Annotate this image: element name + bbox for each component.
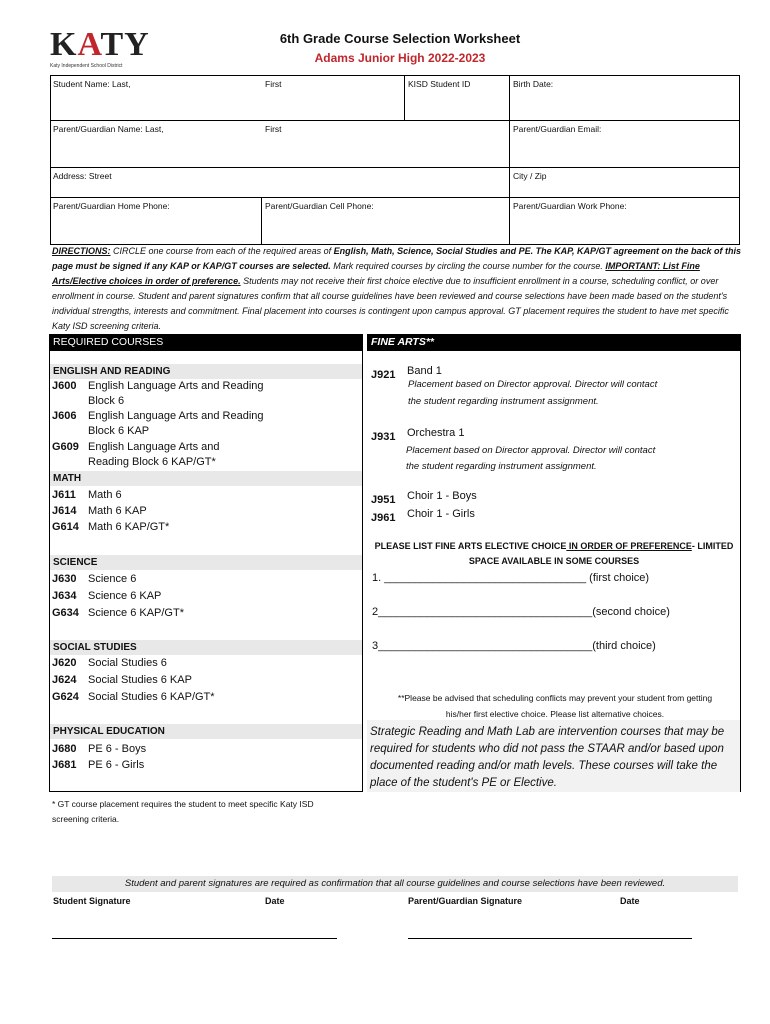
directions-text [52, 244, 742, 334]
katy-isd-logo [50, 26, 150, 70]
course-item[interactable] [52, 440, 220, 455]
course-item[interactable] [52, 673, 192, 688]
guardian-email-field[interactable]: Parent/Guardian Email: [513, 124, 602, 134]
course-code: G614 [52, 521, 79, 533]
course-code: J951 [371, 494, 396, 506]
english-section-title: ENGLISH AND READING [50, 364, 362, 379]
course-name: Math 6 [88, 489, 122, 501]
science-section-title: SCIENCE [50, 555, 362, 570]
course-code: J611 [52, 489, 76, 501]
course-code: G624 [52, 691, 79, 703]
orchestra-note: Placement based on Director approval. Director will contact [406, 445, 656, 456]
heading-part: SPACE AVAILABLE IN SOME COURSES [468, 556, 640, 566]
directions-bold: English, Math, Science, Social Studies and PE. The KAP, KAP/GT agreement on the back of this page must be signed if any KAP or KAP/GT courses are selected. [52, 246, 742, 271]
course-item[interactable] [52, 742, 146, 757]
course-item[interactable] [371, 427, 395, 445]
math-section-title: MATH [50, 471, 362, 486]
student-name-field[interactable]: Student Name: Last, [53, 79, 131, 89]
course-name: Science 6 KAP/GT* [88, 607, 184, 619]
social-studies-section-title: SOCIAL STUDIES [50, 640, 362, 655]
student-signature-line[interactable] [52, 938, 337, 939]
student-signature-label: Student Signature [53, 896, 131, 906]
course-code: G634 [52, 607, 79, 619]
course-name: Science 6 [88, 573, 137, 585]
course-item[interactable] [52, 758, 144, 773]
student-first-field[interactable]: First [265, 79, 282, 89]
course-name: Choir 1 - Boys [407, 490, 477, 502]
directions-part: Mark required courses by circling the course number for the course. [330, 261, 606, 271]
course-name: Choir 1 - Girls [407, 508, 475, 520]
course-item[interactable] [52, 589, 161, 604]
course-name-cont: Block 6 KAP [88, 425, 150, 437]
page-subtitle: Adams Junior High 2022-2023 [314, 51, 486, 65]
course-item[interactable] [52, 572, 136, 587]
course-item[interactable] [52, 504, 147, 519]
grid-line [509, 75, 510, 245]
course-code: J624 [52, 674, 77, 686]
page-title: 6th Grade Course Selection Worksheet [279, 31, 521, 46]
course-code: J630 [52, 573, 77, 585]
course-code: J614 [52, 505, 77, 517]
logo-text-hl: A [77, 26, 101, 63]
course-name: Math 6 KAP [88, 505, 147, 517]
heading-part: PLEASE LIST FINE ARTS ELECTIVE CHOICE [374, 541, 567, 551]
course-item[interactable] [52, 379, 264, 394]
first-choice-field[interactable]: 1. _________________________________ (first choice) [372, 572, 650, 584]
course-code: J931 [371, 431, 396, 443]
heading-underlined: IN ORDER OF PREFERENCE [566, 541, 692, 551]
course-item[interactable] [52, 690, 215, 705]
course-name: Orchestra 1 [407, 427, 465, 439]
band-note: Placement based on Director approval. Director will contact [408, 379, 658, 390]
course-code: J620 [52, 657, 77, 669]
directions-important: IMPORTANT: List Fine Arts/Elective choices in order of preference. [52, 261, 700, 286]
address-field[interactable]: Address: Street [53, 171, 112, 181]
course-code: G609 [52, 441, 79, 453]
course-name: Math 6 KAP/GT* [88, 521, 170, 533]
guardian-first-field[interactable]: First [265, 124, 282, 134]
logo-text-pre: K [50, 26, 78, 63]
course-item[interactable] [52, 606, 184, 621]
course-code: J681 [52, 759, 77, 771]
course-name: English Language Arts and Reading [88, 410, 264, 422]
course-code: J921 [371, 369, 396, 381]
date-label: Date [265, 896, 285, 906]
second-choice-field[interactable]: 2___________________________________(second choice) [372, 606, 670, 618]
signature-banner: Student and parent signatures are required as confirmation that all course guidelines and course selections have been reviewed. [52, 876, 738, 892]
scheduling-note [372, 690, 738, 722]
border [49, 791, 363, 792]
grid-line [404, 75, 405, 120]
heading-part: - LIMITED [691, 541, 734, 551]
pe-section-title: PHYSICAL EDUCATION [50, 724, 362, 739]
logo-text-post: TY [100, 26, 150, 63]
directions-label: DIRECTIONS: [52, 246, 111, 256]
course-item[interactable] [371, 365, 395, 383]
birth-date-field[interactable]: Birth Date: [513, 79, 554, 89]
third-choice-field[interactable]: 3___________________________________(third choice) [372, 640, 656, 652]
course-code: J634 [52, 590, 77, 602]
course-name: Band 1 [407, 365, 442, 377]
grid-line [50, 197, 740, 198]
grid-line [50, 167, 740, 168]
work-phone-field[interactable]: Parent/Guardian Work Phone: [513, 201, 627, 211]
course-name: English Language Arts and [88, 441, 220, 453]
course-name: Social Studies 6 KAP [88, 674, 192, 686]
course-name: Science 6 KAP [88, 590, 162, 602]
course-code: J961 [371, 512, 396, 524]
logo-subtitle: Katy Independent School District [50, 63, 123, 69]
course-item[interactable] [371, 508, 395, 526]
course-name: PE 6 - Girls [88, 759, 145, 771]
course-name: Social Studies 6 KAP/GT* [88, 691, 215, 703]
course-item[interactable] [52, 488, 122, 503]
directions-part: Students may not receive their first choice elective due to insufficient enrollment in a course, scheduling conflict, or over enrollment in course. Student and parent signatures confirm that all course guidelines have been reviewed and course selections have been made based on the student's individual strengths, interests and commitment. Final placement into courses is contingent upon campus approval. GT placement requires the student to have met specific Katy ISD screening criteria. [52, 276, 729, 331]
course-name: Social Studies 6 [88, 657, 167, 669]
course-name: English Language Arts and Reading [88, 380, 264, 392]
elective-list-heading [370, 539, 738, 569]
course-code: J600 [52, 380, 77, 392]
grid-line [261, 197, 262, 245]
note-line: **Please be advised that scheduling conflicts may prevent your student from getting [397, 693, 713, 703]
grid-line [50, 120, 740, 121]
strategic-note: Strategic Reading and Math Lab are intervention courses that may be required for students who did not pass the STAAR and/or based upon documented reading and/or math levels. These courses will take the place of the student's PE or Elective. [370, 726, 725, 789]
course-code: J680 [52, 743, 77, 755]
course-item[interactable] [52, 656, 167, 671]
city-zip-field[interactable]: City / Zip [513, 171, 547, 181]
gt-note: * GT course placement requires the student to meet specific Katy ISD screening criteria. [52, 799, 314, 824]
home-phone-field[interactable]: Parent/Guardian Home Phone: [53, 201, 170, 211]
student-info-grid [50, 75, 740, 245]
directions-part: CIRCLE one course from each of the required areas of [110, 246, 334, 256]
kisd-id-field[interactable]: KISD Student ID [408, 79, 471, 89]
orchestra-note-2: the student regarding instrument assignment. [406, 461, 597, 472]
guardian-signature-line[interactable] [408, 938, 692, 939]
fine-arts-header: FINE ARTS** [367, 334, 740, 351]
course-name-cont: Reading Block 6 KAP/GT* [88, 456, 216, 468]
border [362, 334, 363, 792]
border [740, 334, 741, 792]
guardian-signature-label: Parent/Guardian Signature [408, 896, 523, 906]
band-note-2: the student regarding instrument assignment. [408, 396, 599, 407]
course-item[interactable] [52, 409, 264, 424]
note-line: his/her first elective choice. Please list alternative choices. [445, 709, 665, 719]
date-label: Date [620, 896, 640, 906]
course-name: PE 6 - Boys [88, 743, 147, 755]
required-courses-header: REQUIRED COURSES [50, 334, 362, 351]
cell-phone-field[interactable]: Parent/Guardian Cell Phone: [265, 201, 374, 211]
guardian-name-field[interactable]: Parent/Guardian Name: Last, [53, 124, 164, 134]
course-code: J606 [52, 410, 77, 422]
course-item[interactable] [371, 490, 395, 508]
course-name-cont: Block 6 [88, 395, 125, 407]
course-item[interactable] [52, 520, 169, 535]
